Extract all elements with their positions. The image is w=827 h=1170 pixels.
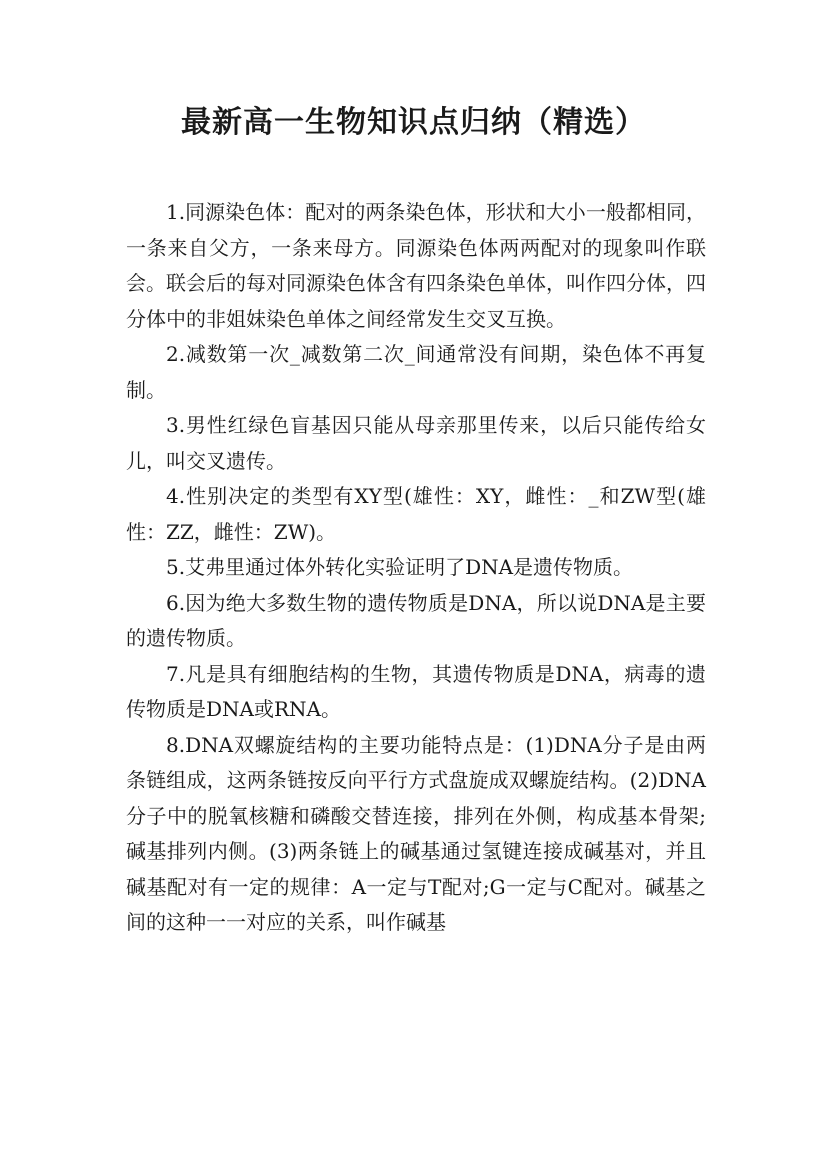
paragraph-1: 1.同源染色体：配对的两条染色体，形状和大小一般都相同，一条来自父方，一条来母方。同源染色体两两配对的现象叫作联会。联会后的每对同源染色体含有四条染色单体，叫作四分体，四分体中的非姐妹染色单体之间经常发生交叉互换。 <box>126 200 706 331</box>
document-title: 最新高一生物知识点归纳（精选） <box>181 105 646 140</box>
paragraph-4: 4.性别决定的类型有XY型(雄性：XY，雌性：_和ZW型(雄性：ZZ，雌性：ZW)。 <box>126 484 706 544</box>
paragraph-5: 5.艾弗里通过体外转化实验证明了DNA是遗传物质。 <box>166 555 634 579</box>
paragraph-6: 6.因为绝大多数生物的遗传物质是DNA，所以说DNA是主要的遗传物质。 <box>126 590 706 650</box>
paragraph-3: 3.男性红绿色盲基因只能从母亲那里传来，以后只能传给女儿，叫交叉遗传。 <box>126 413 706 473</box>
paragraph-2: 2.减数第一次_减数第二次_间通常没有间期，染色体不再复制。 <box>126 342 706 402</box>
paragraph-7: 7.凡是具有细胞结构的生物，其遗传物质是DNA，病毒的遗传物质是DNA或RNA。 <box>126 661 706 721</box>
paragraph-8: 8.DNA双螺旋结构的主要功能特点是：(1)DNA分子是由两条链组成，这两条链按反向平行方式盘旋成双螺旋结构。(2)DNA分子中的脱氧核糖和磷酸交替连接，排列在外侧，构成基本骨架;碱基排列内侧。(3)两条链上的碱基通过氢键连接成碱基对，并且碱基配对有一定的规律：A一定与T配对;G一定与C配对。碱基之间的这种一一对应的关系，叫作碱基 <box>126 732 706 934</box>
document-body <box>126 195 706 941</box>
